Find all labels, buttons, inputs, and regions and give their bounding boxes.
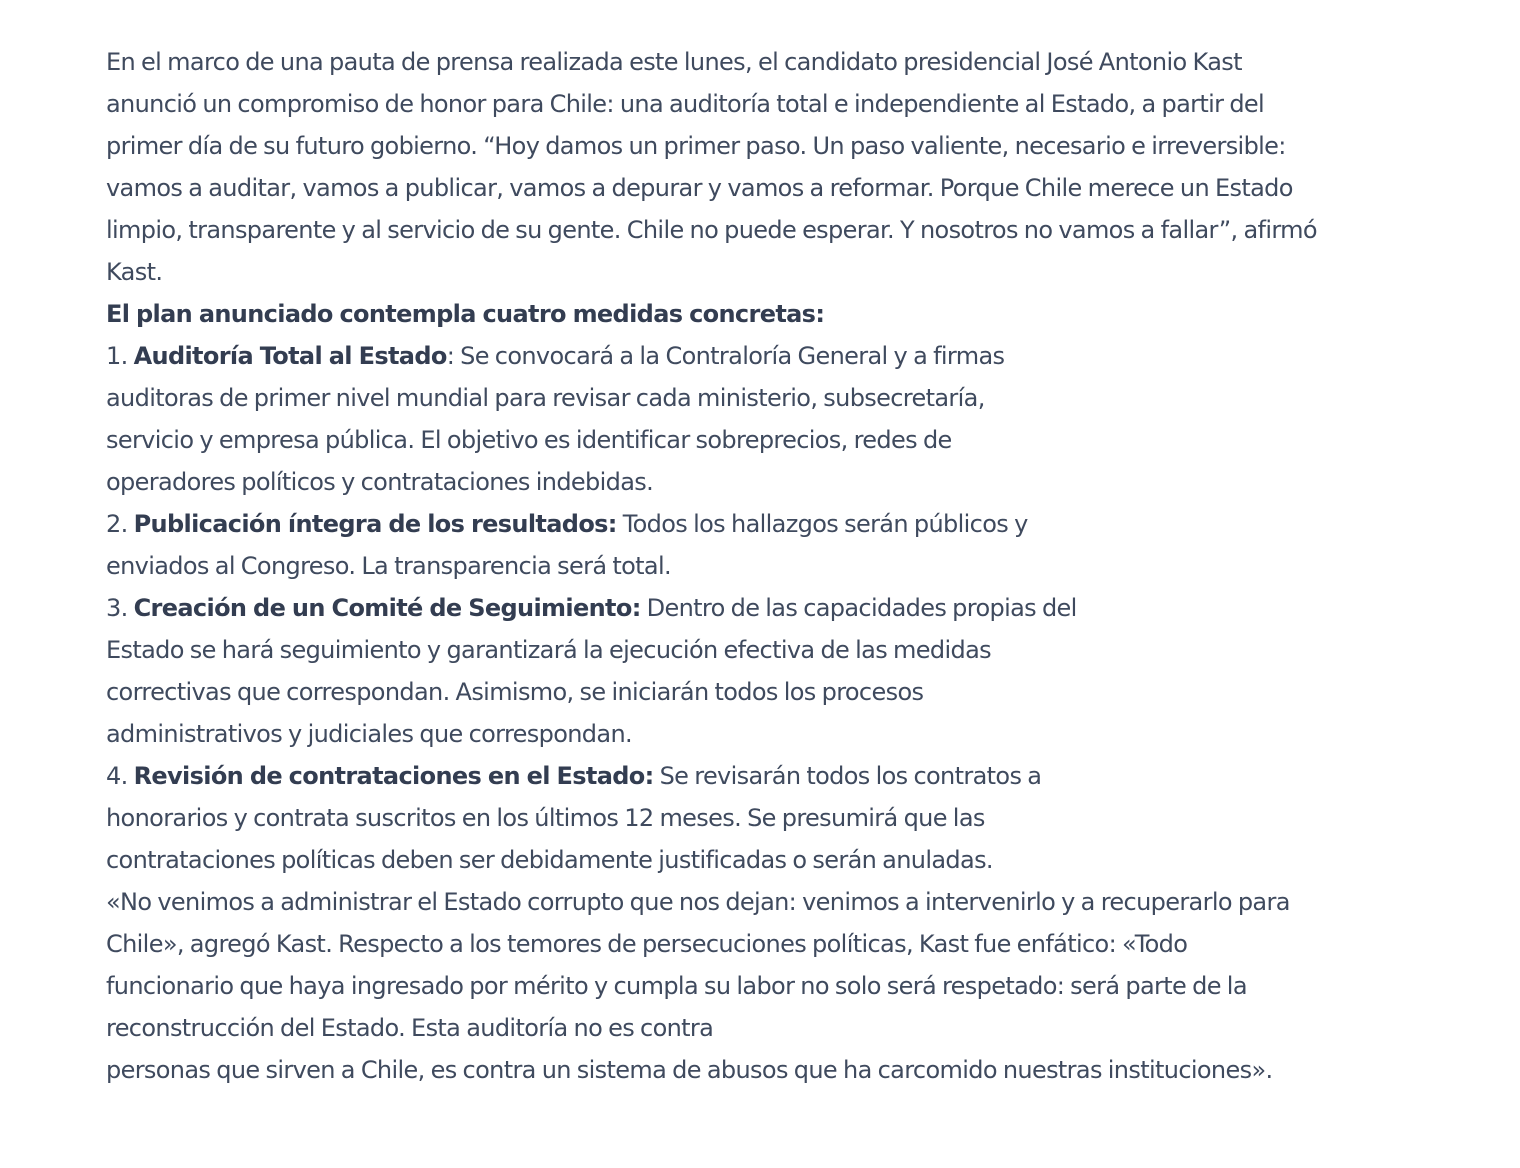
closing-line: reconstrucción del Estado. Esta auditoría no es contra [106, 1014, 714, 1042]
measure-title: Auditoría Total al Estado [133, 342, 447, 370]
measure-line: Estado se hará seguimiento y garantizará la ejecución efectiva de las medidas [106, 636, 991, 664]
measure-number: 2. [106, 510, 128, 538]
measure-number: 3. [106, 594, 128, 622]
intro-line: limpio, transparente y al servicio de su gente. Chile no puede esperar. Y nosotros no vamos a fallar”, afirmó [106, 216, 1317, 244]
measure-4 [106, 755, 1416, 881]
measure-number: 1. [106, 342, 128, 370]
measure-line: honorarios y contrata suscritos en los últimos 12 meses. Se presumirá que las [106, 804, 985, 832]
measure-line: auditoras de primer nivel mundial para revisar cada ministerio, subsecretaría, [106, 384, 985, 412]
closing-line: personas que sirven a Chile, es contra un sistema de abusos que ha carcomido nuestras instituciones». [106, 1056, 1273, 1084]
measure-text: : Se convocará a la Contraloría General y a firmas [446, 342, 1005, 370]
measure-number: 4. [106, 762, 128, 790]
measure-title: Revisión de contrataciones en el Estado: [133, 762, 654, 790]
article-body [106, 41, 1416, 1091]
measure-line: servicio y empresa pública. El objetivo es identificar sobreprecios, redes de [106, 426, 952, 454]
intro-line: vamos a auditar, vamos a publicar, vamos a depurar y vamos a reformar. Porque Chile merece un Estado [106, 174, 1293, 202]
measure-first-line [106, 755, 1416, 797]
measure-line: enviados al Congreso. La transparencia será total. [106, 552, 671, 580]
intro-line: Kast. [106, 258, 163, 286]
measure-line: operadores políticos y contrataciones indebidas. [106, 468, 654, 496]
plan-heading: El plan anunciado contempla cuatro medidas concretas: [106, 300, 825, 328]
measure-first-line [106, 503, 1416, 545]
closing-line: funcionario que haya ingresado por mérito y cumpla su labor no solo será respetado: será parte de la [106, 972, 1247, 1000]
closing-paragraph [106, 881, 1416, 1091]
measure-text: Dentro de las capacidades propias del [640, 594, 1077, 622]
measure-title: Publicación íntegra de los resultados: [133, 510, 617, 538]
intro-line: primer día de su futuro gobierno. “Hoy damos un primer paso. Un paso valiente, necesario e irreversible: [106, 132, 1286, 160]
measure-first-line [106, 587, 1416, 629]
measure-text: Se revisarán todos los contratos a [653, 762, 1042, 790]
measure-line: administrativos y judiciales que correspondan. [106, 720, 632, 748]
closing-line: Chile», agregó Kast. Respecto a los temores de persecuciones políticas, Kast fue enfático: «Todo [106, 930, 1188, 958]
intro-line: anunció un compromiso de honor para Chile: una auditoría total e independiente al Estado, a partir del [106, 90, 1265, 118]
intro-line: En el marco de una pauta de prensa realizada este lunes, el candidato presidencial José Antonio Kast [106, 48, 1242, 76]
measure-3 [106, 587, 1416, 755]
measure-line: correctivas que correspondan. Asimismo, se iniciarán todos los procesos [106, 678, 924, 706]
measure-2 [106, 503, 1416, 587]
intro-paragraph [106, 41, 1416, 293]
measure-line: contrataciones políticas deben ser debidamente justificadas o serán anuladas. [106, 846, 993, 874]
measure-1 [106, 335, 1416, 503]
measure-text: Todos los hallazgos serán públicos y [616, 510, 1028, 538]
closing-line: «No venimos a administrar el Estado corrupto que nos dejan: venimos a intervenirlo y a recuperarlo para [106, 888, 1290, 916]
plan-heading-paragraph [106, 293, 1416, 335]
measure-first-line [106, 335, 1416, 377]
measure-title: Creación de un Comité de Seguimiento: [133, 594, 641, 622]
